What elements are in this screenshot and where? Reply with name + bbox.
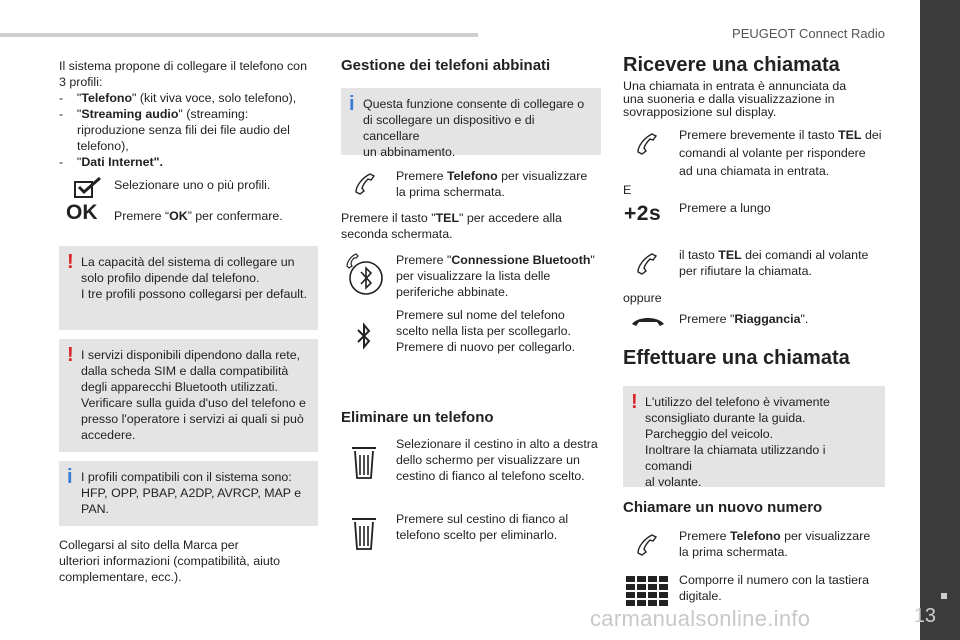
hang-up-step-text: Premere "Riaggancia". <box>679 312 809 326</box>
section-title-receive: Ricevere una chiamata <box>623 54 840 76</box>
info-note <box>59 461 318 526</box>
intro-line: 3 profili: <box>59 75 103 89</box>
profile-item-cont: telefono), <box>77 139 129 153</box>
note-line: PAN. <box>81 502 109 516</box>
bluetooth-step-text: Premere "Connessione Bluetooth" per visualizzare la lista delle periferiche abbinate. <box>396 253 595 299</box>
section-title-make-call: Effettuare una chiamata <box>623 347 850 369</box>
phone-handset-icon <box>634 531 660 557</box>
trash-icon <box>350 445 378 481</box>
phone-handset-icon <box>352 170 378 196</box>
note-line: dalla scheda SIM e dalla compatibilità <box>81 364 289 378</box>
receive-intro: Una chiamata in entrata è annunciata da una suoneria e dalla visualizzazione in sovrapposizione sul display. <box>623 79 847 119</box>
bluetooth-icon <box>355 322 373 350</box>
note-line: solo profilo dipende dal telefono. <box>81 271 260 285</box>
profile-item: - "Telefono" (kit viva voce, solo telefono), <box>59 91 297 105</box>
note-line: accedere. <box>81 428 136 442</box>
phone-name-step-text: Premere sul nome del telefono scelto nella lista per scollegarlo. Premere di nuovo per collegarlo. <box>396 308 576 354</box>
section-title-paired: Gestione dei telefoni abbinati <box>341 57 551 74</box>
phone-handset-icon <box>634 130 660 156</box>
header-rule <box>0 33 478 37</box>
intro-line: Il sistema propone di collegare il telefono con <box>59 59 307 73</box>
connector-e: E <box>623 183 632 197</box>
note-line: I tre profili possono collegarsi per default. <box>81 287 307 301</box>
col1-outro <box>59 537 319 585</box>
step-select-text: Selezionare uno o più profili. <box>114 178 271 192</box>
info-note <box>341 88 601 159</box>
sidebar-strip <box>920 0 960 640</box>
outro-line: Collegarsi al sito della Marca per <box>59 538 239 552</box>
section-title-delete: Eliminare un telefono <box>341 409 494 426</box>
phone-handset-icon <box>634 250 660 276</box>
bluetooth-phone-icon <box>344 252 384 298</box>
profile-list <box>59 90 319 170</box>
watermark: carmanualsonline.info <box>590 606 811 631</box>
reject-step-text: il tasto TEL dei comandi al volante per rifiutare la chiamata. <box>679 248 869 278</box>
new-number-step1-text: Premere Telefono per visualizzare la prima schermata. <box>679 529 871 559</box>
warning-note <box>59 339 318 452</box>
ok-icon: OK <box>66 201 98 224</box>
profile-item: - "Streaming audio" (streaming: <box>59 107 249 121</box>
note-line: I servizi disponibili dipendono dalla rete, <box>81 348 301 362</box>
note-line: un abbinamento. <box>363 145 456 159</box>
note-line: Questa funzione consente di collegare o <box>363 97 585 111</box>
note-line: L'utilizzo del telefono è vivamente <box>645 395 830 409</box>
answer-step-text: Premere brevemente il tasto TEL dei comandi al volante per rispondere ad una chiamata in entrata. <box>679 128 882 178</box>
keypad-icon <box>626 576 668 606</box>
note-line: HFP, OPP, PBAP, A2DP, AVRCP, MAP e <box>81 486 302 500</box>
profile-item: - "Dati Internet". <box>59 155 163 169</box>
outro-line: ulteriori informazioni (compatibilità, aiuto <box>59 554 281 568</box>
note-line: I profili compatibili con il sistema sono: <box>81 470 292 484</box>
warning-icon: ! <box>67 344 74 366</box>
note-line: Verificare sulla guida d'uso del telefono e <box>81 396 306 410</box>
step-ok-text: Premere “OK” per confermare. <box>114 209 283 223</box>
step-telefono-text: Premere Telefono per visualizzare la prima schermata. <box>396 169 588 199</box>
note-line: degli apparecchi Bluetooth utilizzati. <box>81 380 278 394</box>
trash-icon <box>350 516 378 552</box>
note-line: presso l'operatore i servizi ai quali si può <box>81 412 304 426</box>
warning-note <box>59 246 318 330</box>
hang-up-icon <box>630 314 666 328</box>
delete-step2-text: Premere sul cestino di fianco al telefono scelto per eliminarlo. <box>396 512 569 542</box>
checklist-icon <box>73 176 103 200</box>
tel-key-text: Premere il tasto "TEL" per accedere alla seconda schermata. <box>341 211 562 241</box>
note-line: di scollegare un dispositivo e di cancellare <box>363 113 535 143</box>
outro-line: complementare, ecc.). <box>59 570 182 584</box>
warning-note <box>623 386 885 487</box>
info-icon: i <box>67 466 73 488</box>
brand-title: PEUGEOT Connect Radio <box>732 26 885 41</box>
connector-oppure: oppure <box>623 291 662 305</box>
col1-intro <box>59 58 319 90</box>
info-icon: i <box>349 93 355 115</box>
note-line: al volante. <box>645 475 702 489</box>
note-line: sconsigliato durante la guida. <box>645 411 806 425</box>
long-press-2s-icon: +2s <box>624 202 662 225</box>
note-line: La capacità del sistema di collegare un <box>81 255 295 269</box>
page-number: 13 <box>913 605 936 627</box>
note-line: Inoltrare la chiamata utilizzando i comandi <box>645 443 826 473</box>
profile-item-cont: riproduzione senza fili dei file audio del <box>77 123 290 137</box>
note-line: Parcheggio del veicolo. <box>645 427 774 441</box>
sidebar-dot <box>941 593 947 599</box>
warning-icon: ! <box>67 251 74 273</box>
delete-step1-text: Selezionare il cestino in alto a destra dello schermo per visualizzare un cestino di fianco al telefono scelto. <box>396 437 598 483</box>
warning-icon: ! <box>631 391 638 413</box>
section-title-new-number: Chiamare un nuovo numero <box>623 499 823 516</box>
long-press-text: Premere a lungo <box>679 201 771 215</box>
new-number-step2-text: Comporre il numero con la tastiera digitale. <box>679 573 870 603</box>
